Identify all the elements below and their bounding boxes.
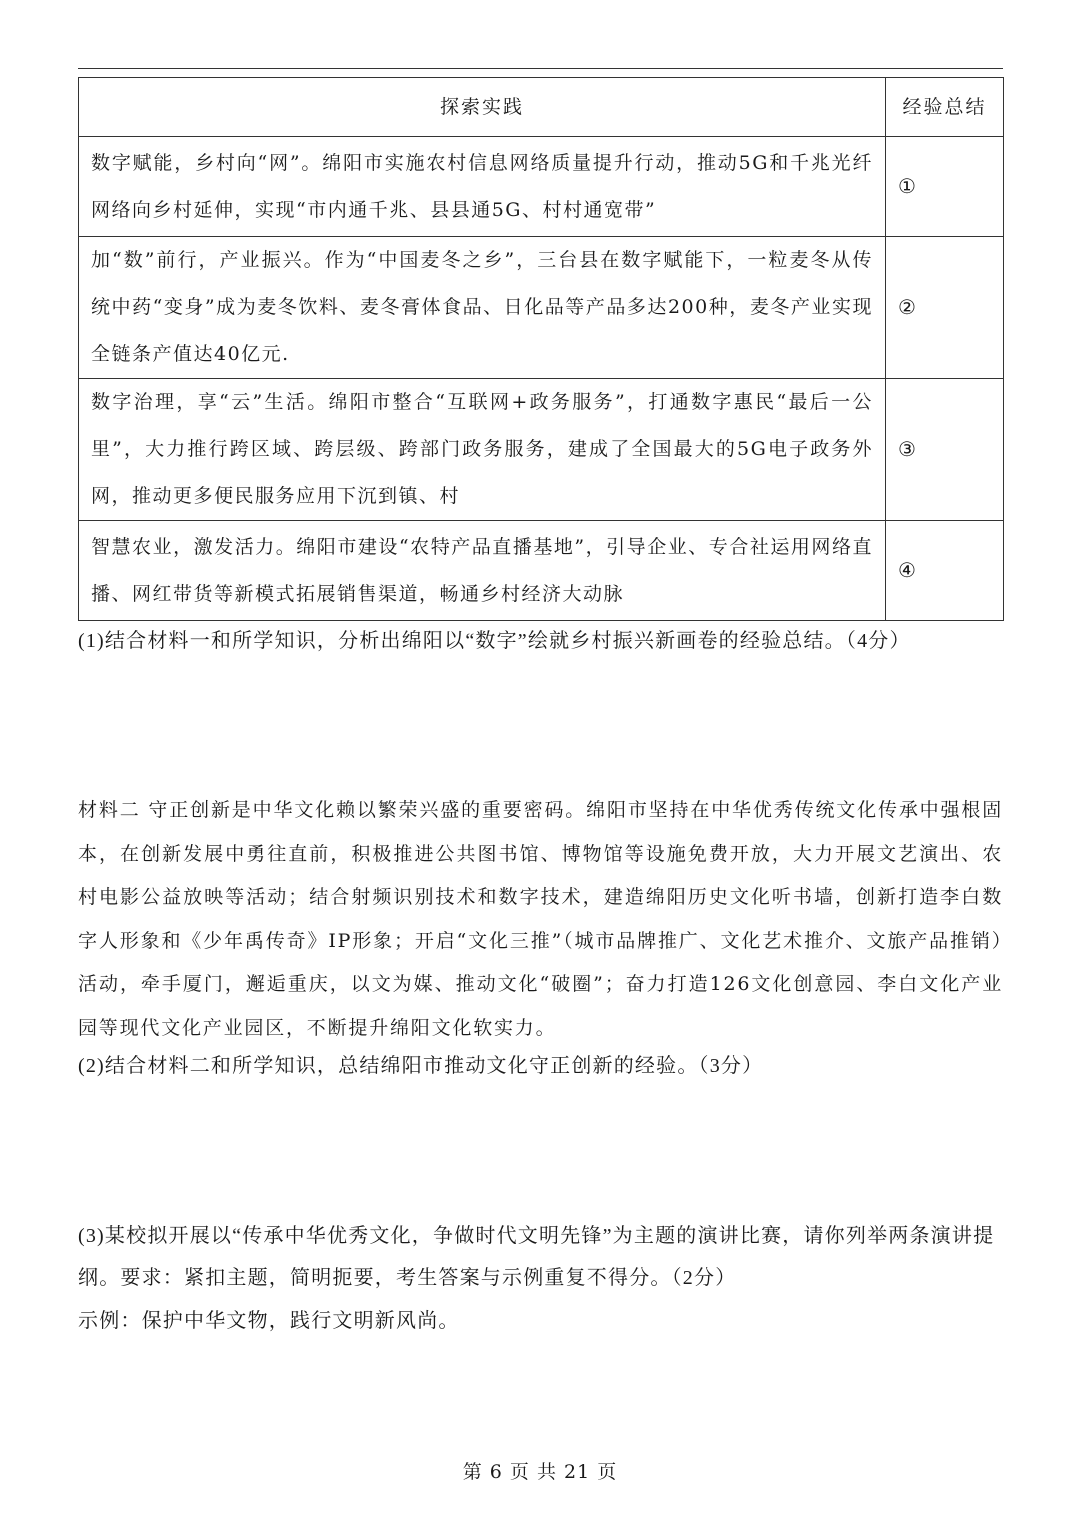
question-1: (1)结合材料一和所学知识，分析出绵阳以“数字”绘就乡村振兴新画卷的经验总结。（4分）: [78, 630, 911, 652]
practice-cell: 数字治理，享“云”生活。绵阳市整合“互联网+政务服务”，打通数字惠民“最后一公里”，大力推行跨区域、跨层级、跨部门政务服务，建成了全国最大的5G电子政务外网，推动更多便民服务应用下沉到镇、村: [79, 379, 886, 521]
practice-cell: 加“数”前行，产业振兴。作为“中国麦冬之乡”，三台县在数字赋能下，一粒麦冬从传统中药“变身”成为麦冬饮料、麦冬膏体食品、日化品等产品多达200种，麦冬产业实现全链条产值达40亿元.: [79, 237, 886, 379]
summary-cell: ④: [886, 521, 1004, 621]
header-practice: 探索实践: [79, 78, 886, 137]
table-row: [79, 237, 1004, 379]
header-summary: 经验总结: [886, 78, 1004, 137]
question-2: (2)结合材料二和所学知识，总结绵阳市推动文化守正创新的经验。（3分）: [78, 1055, 764, 1077]
question-3: (3)某校拟开展以“传承中华优秀文化，争做时代文明先锋”为主题的演讲比赛，请你列举两条演讲提纲。要求：紧扣主题，简明扼要，考生答案与示例重复不得分。（2分）: [78, 1225, 995, 1289]
table-row: [79, 521, 1004, 621]
practice-cell: 数字赋能，乡村向“网”。绵阳市实施农村信息网络质量提升行动，推动5G和千兆光纤网络向乡村延伸，实现“市内通千兆、县县通5G、村村通宽带”: [79, 137, 886, 237]
summary-cell: ③: [886, 379, 1004, 521]
material-2: 材料二 守正创新是中华文化赖以繁荣兴盛的重要密码。绵阳市坚持在中华优秀传统文化传承中强根固本，在创新发展中勇往直前，积极推进公共图书馆、博物馆等设施免费开放，大力开展文艺演出、农村电影公益放映等活动；结合射频识别技术和数字技术，建造绵阳历史文化听书墙，创新打造李白数字人形象和《少年禹传奇》IP形象；开启“文化三推”（城市品牌推广、文化艺术推介、文旅产品推销）活动，牵手厦门，邂逅重庆，以文为媒、推动文化“破圈”；奋力打造126文化创意园、李白文化产业园等现代文化产业园区，不断提升绵阳文化软实力。: [78, 799, 1003, 1039]
table-row: [79, 379, 1004, 521]
table-row: [79, 137, 1004, 237]
page-number: 第 6 页 共 21 页: [462, 1461, 618, 1483]
practice-cell: 智慧农业，激发活力。绵阳市建设“农特产品直播基地”，引导企业、专合社运用网络直播、网红带货等新模式拓展销售渠道，畅通乡村经济大动脉: [79, 521, 886, 621]
table-header-row: [79, 78, 1004, 137]
top-rule: [78, 68, 1003, 69]
example-answer: 示例：保护中华文物，践行文明新风尚。: [78, 1310, 460, 1332]
experience-table: [78, 77, 1004, 621]
summary-cell: ②: [886, 237, 1004, 379]
summary-cell: ①: [886, 137, 1004, 237]
